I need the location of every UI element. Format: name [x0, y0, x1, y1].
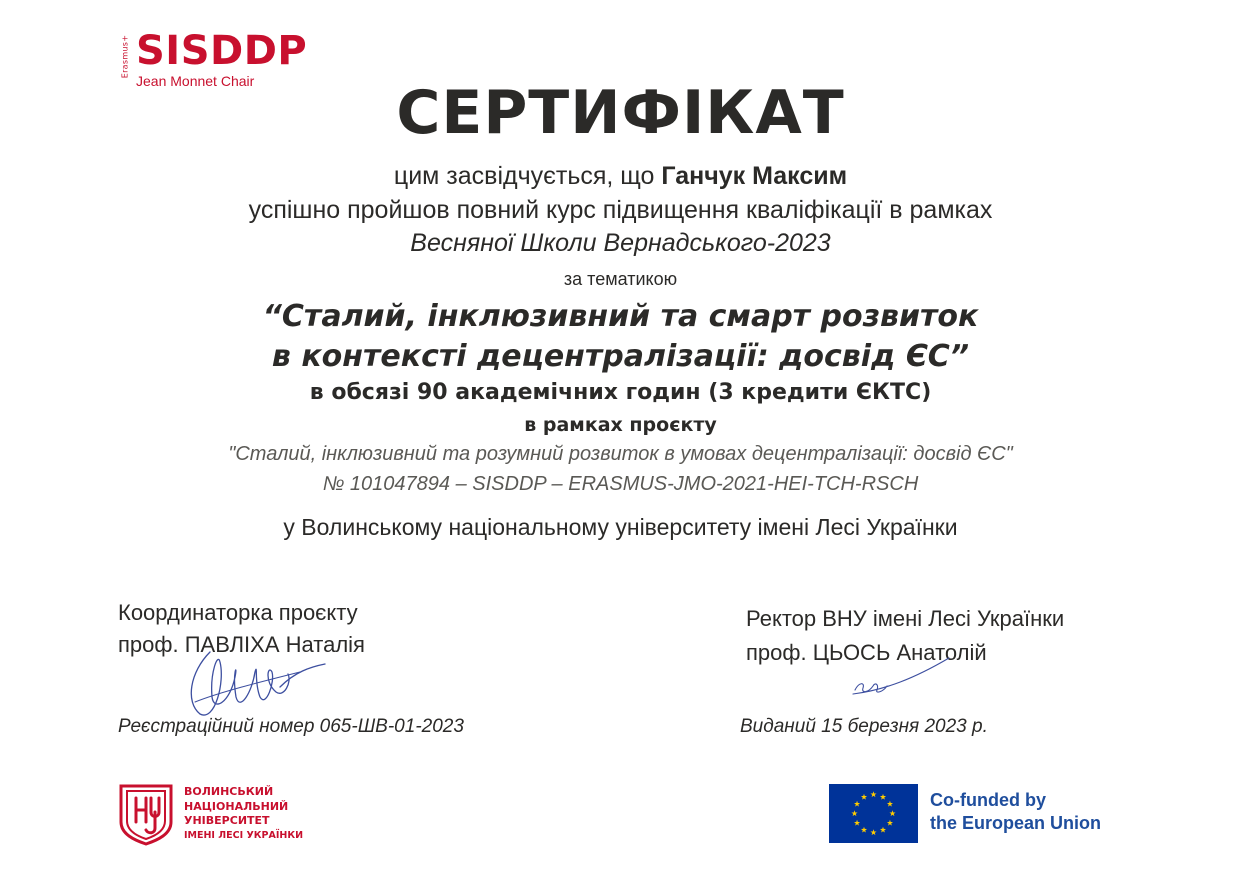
registration-number: Реєстраційний номер 065-ШВ-01-2023 [118, 716, 464, 737]
eu-star-icon [870, 791, 876, 797]
eu-star-icon [851, 810, 857, 816]
vnu-logo [118, 782, 318, 848]
certifies-prefix: цим засвідчується, що [393, 162, 662, 190]
jean-monnet-chair-label: Jean Monnet Chair [136, 73, 255, 89]
eu-star-icon [854, 820, 860, 826]
sisddp-logo-word: SISDDP [136, 28, 308, 74]
topic-title-line-2: в контексті децентралізації: досвід ЄС” [271, 339, 970, 374]
eu-flag-icon [829, 784, 918, 843]
eu-star-icon [854, 801, 860, 807]
vnu-name-line-1: ВОЛИНСЬКИЙ [184, 785, 274, 798]
hours-line: в обсязі 90 академічних годин (3 кредити ЄКТС) [309, 380, 932, 405]
issue-date: Виданий 15 березня 2023 р. [740, 716, 988, 737]
rector-role: Ректор ВНУ імені Лесі Українки [746, 606, 1065, 631]
topic-label: за тематикою [563, 269, 678, 289]
eu-star-icon [887, 801, 893, 807]
eu-star-icon [870, 829, 876, 835]
eu-cofunded-line-2: the European Union [930, 813, 1101, 833]
vnu-name-line-3: УНІВЕРСИТЕТ [184, 814, 270, 827]
erasmus-plus-label: Erasmus+ [120, 34, 130, 79]
vnu-name-line-2: НАЦІОНАЛЬНИЙ [184, 799, 289, 813]
project-name: "Сталий, інклюзивний та розумний розвиток в умовах децентралізації: досвід ЄС" [228, 443, 1013, 465]
coordinator-signature [180, 642, 330, 722]
coordinator-name: проф. ПАВЛІХА Наталія [118, 632, 365, 657]
certifies-line [0, 162, 1241, 191]
eu-star-icon [880, 827, 886, 833]
eu-cofunded-label [930, 789, 1101, 835]
project-number: № 101047894 – SISDDP – ERASMUS-JMO-2021-HEI-TCH-RSCH [322, 473, 919, 495]
topic-title-line-1: “Сталий, інклюзивний та смарт розвиток [262, 299, 979, 334]
rector-name: проф. ЦЬОСЬ Анатолій [746, 640, 987, 665]
eu-cofunded-line-1: Co-funded by [930, 790, 1046, 810]
vnu-name-line-4: ІМЕНІ ЛЕСІ УКРАЇНКИ [184, 829, 304, 841]
project-label: в рамках проєкту [524, 414, 717, 436]
vnu-emblem-icon [118, 782, 174, 846]
course-line: успішно пройшов повний курс підвищення кваліфікації в рамках [248, 196, 993, 224]
eu-star-icon [889, 810, 895, 816]
certificate-title: СЕРТИФІКАТ [396, 78, 845, 148]
coordinator-role: Координаторка проєкту [118, 600, 358, 625]
eu-star-icon [861, 827, 867, 833]
vnu-name [184, 785, 303, 843]
university-line: у Волинському національному університету імені Лесі Українки [283, 514, 958, 540]
eu-star-icon [880, 794, 886, 800]
eu-star-icon [887, 820, 893, 826]
eu-star-icon [861, 794, 867, 800]
rector-signature [845, 652, 955, 702]
recipient-name: Ганчук Максим [661, 162, 848, 190]
school-name: Весняної Школи Вернадського-2023 [410, 229, 831, 257]
